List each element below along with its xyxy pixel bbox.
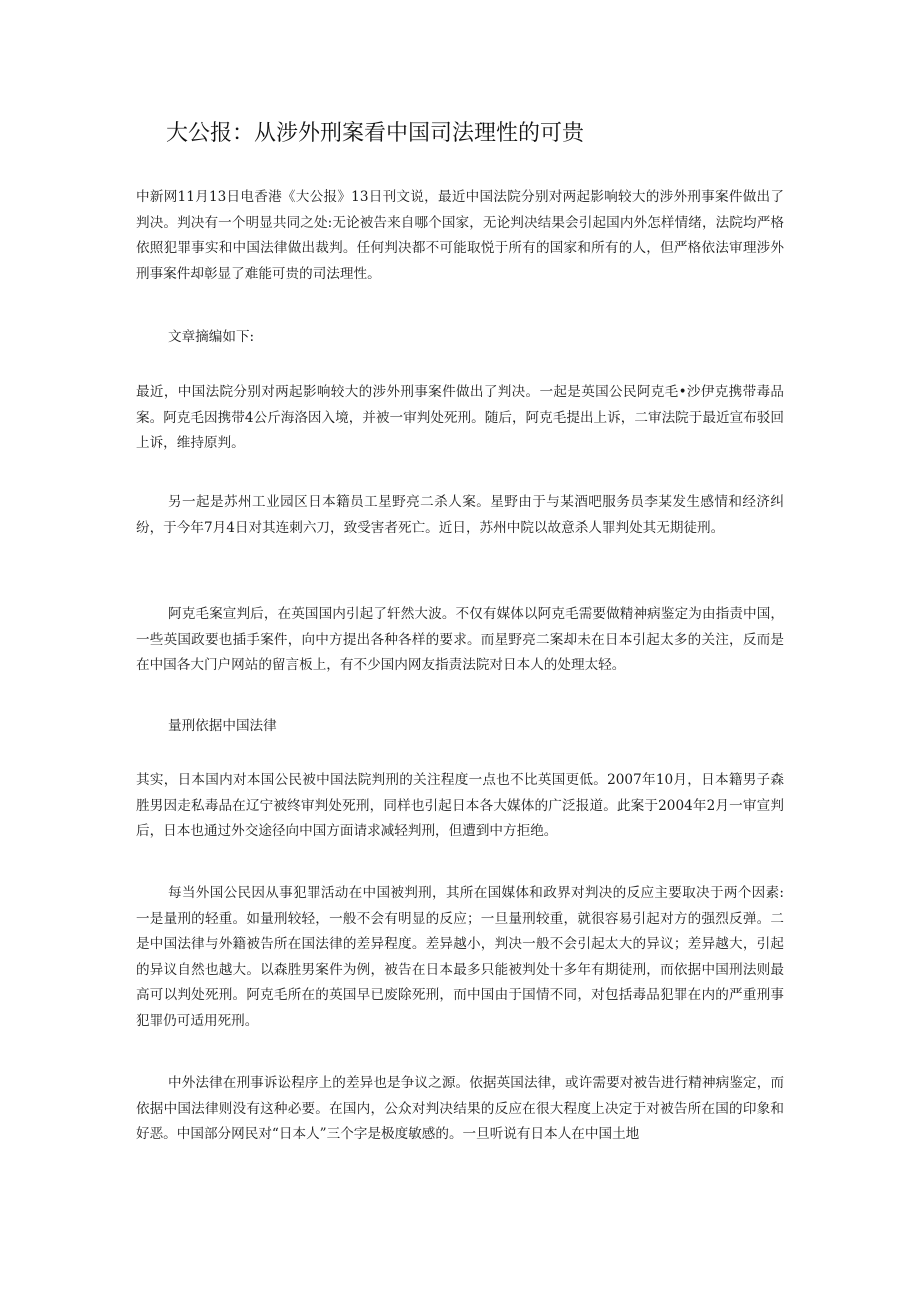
article-title: 大公报：从涉外刑案看中国司法理性的可贵 <box>166 121 585 146</box>
paragraph-case-akmal: 最近，中国法院分别对两起影响较大的涉外刑事案件做出了判决。一起是英国公民阿克毛•沙伊克携带毒品案。阿克毛因携带4公斤海洛因入境，并被一审判处死刑。随后，阿克毛提出上诉，二审法院于最近宣布驳回上诉，维持原判。 <box>136 384 784 451</box>
paragraph-case-hoshino: 另一起是苏州工业园区日本籍员工星野亮二杀人案。星野由于与某酒吧服务员李某发生感情和经济纠纷，于今年7月4日对其连刺六刀，致受害者死亡。近日，苏州中院以故意杀人罪判处其无期徒刑。 <box>136 494 784 536</box>
paragraph-factors: 每当外国公民因从事犯罪活动在中国被判刑，其所在国媒体和政界对判决的反应主要取决于两个因素:一是量刑的轻重。如量刑较轻，一般不会有明显的反应；一旦量刑较重，就很容易引起对方的强烈反弹。二是中国法律与外籍被告所在国法律的差异程度。差异越小，判决一般不会引起太大的异议；差异越大，引起的异议自然也越大。以森胜男案件为例，被告在日本最多只能被判处十多年有期徒刑，而依据中国刑法则最高可以判处死刑。阿克毛所在的英国早已废除死刑，而中国由于国情不同，对包括毒品犯罪在内的严重刑事犯罪仍可适用死刑。 <box>136 885 784 1029</box>
paragraph-procedure: 中外法律在刑事诉讼程序上的差异也是争议之源。依据英国法律，或许需要对被告进行精神病鉴定，而依据中国法律则没有这种必要。在国内，公众对判决结果的反应在很大程度上决定于对被告所在国的印象和好恶。中国部分网民对“日本人”三个字是极度敏感的。一旦听说有日本人在中国土地 <box>136 1075 784 1142</box>
intro-paragraph: 中新网11月13日电香港《大公报》13日刊文说，最近中国法院分别对两起影响较大的涉外刑事案件做出了判决。判决有一个明显共同之处:无论被告来自哪个国家，无论判决结果会引起国内外怎样情绪，法院均严格依照犯罪事实和中国法律做出裁判。任何判决都不可能取悦于所有的国家和所有的人，但严格依法审理涉外刑事案件却彰显了难能可贵的司法理性。 <box>136 189 784 282</box>
paragraph-reaction: 阿克毛案宣判后，在英国国内引起了轩然大波。不仅有媒体以阿克毛需要做精神病鉴定为由指责中国，一些英国政要也插手案件，向中方提出各种各样的要求。而星野亮二案却未在日本引起太多的关注，反而是在中国各大门户网站的留言板上，有不少国内网友指责法院对日本人的处理太轻。 <box>136 606 784 673</box>
paragraph-japan-attention: 其实，日本国内对本国公民被中国法院判刑的关注程度一点也不比英国更低。2007年10月，日本籍男子森胜男因走私毒品在辽宁被终审判处死刑，同样也引起日本各大媒体的广泛报道。此案于2004年2月一审宣判后，日本也通过外交途径向中国方面请求减轻判刑，但遭到中方拒绝。 <box>136 772 784 839</box>
section-heading: 量刑依据中国法律 <box>168 718 277 734</box>
excerpt-label: 文章摘编如下: <box>168 329 255 345</box>
